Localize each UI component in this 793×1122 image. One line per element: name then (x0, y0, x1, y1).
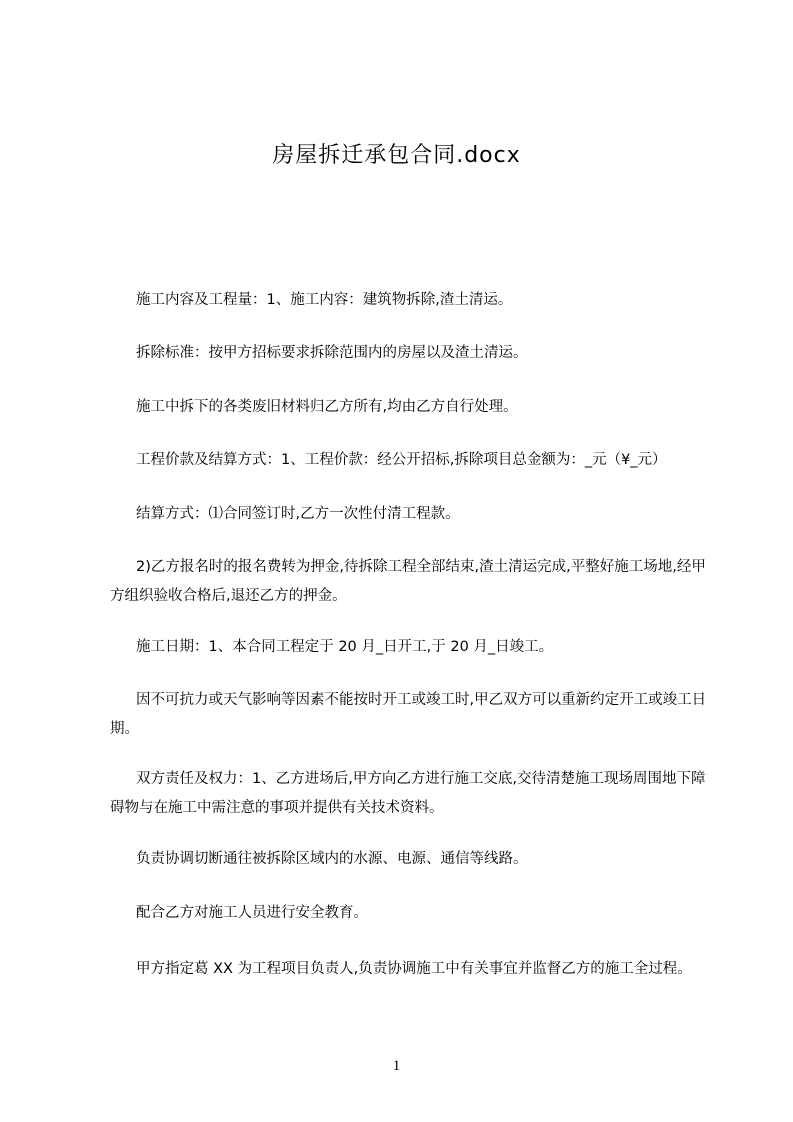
paragraph-project-lead: 甲方指定葛 XX 为工程项目负责人,负责协调施工中有关事宜并监督乙方的施工全过程。 (136, 961, 692, 977)
paragraph-utilities: 负责协调切断通往被拆除区域内的水源、电源、通信等线路。 (136, 851, 528, 867)
page-number: 1 (392, 1058, 401, 1074)
document-title: 房屋拆迁承包合同.docx (272, 143, 521, 168)
paragraph-settlement: 结算方式：⑴合同签订时,乙方一次性付清工程款。 (136, 506, 460, 522)
paragraph-standard: 拆除标准：按甲方招标要求拆除范围内的房屋以及渣土清运。 (136, 345, 528, 361)
paragraph-materials: 施工中拆下的各类废旧材料归乙方所有,均由乙方自行处理。 (136, 399, 518, 415)
paragraph-force-majeure: 因不可抗力或天气影响等因素不能按时开工或竣工时,甲乙双方可以重新约定开工或竣工日期。 (110, 692, 707, 737)
paragraph-responsibilities: 双方责任及权力：1、乙方进场后,甲方向乙方进行施工交底,交待清楚施工现场周围地下障碍物与在施工中需注意的事项并提供有关技术资料。 (110, 771, 706, 816)
paragraph-safety: 配合乙方对施工人员进行安全教育。 (136, 905, 368, 921)
paragraph-scope: 施工内容及工程量：1、施工内容：建筑物拆除,渣土清运。 (136, 292, 513, 308)
paragraph-price: 工程价款及结算方式：1、工程价款：经公开招标,拆除项目总金额为：_元（¥_元） (136, 452, 667, 468)
paragraph-schedule: 施工日期：1、本合同工程定于 20 月_日开工,于 20 月_日竣工。 (136, 639, 554, 655)
paragraph-deposit: 2)乙方报名时的报名费转为押金,待拆除工程全部结束,渣土清运完成,平整好施工场地,经甲方组织验收合格后,退还乙方的押金。 (110, 559, 706, 604)
